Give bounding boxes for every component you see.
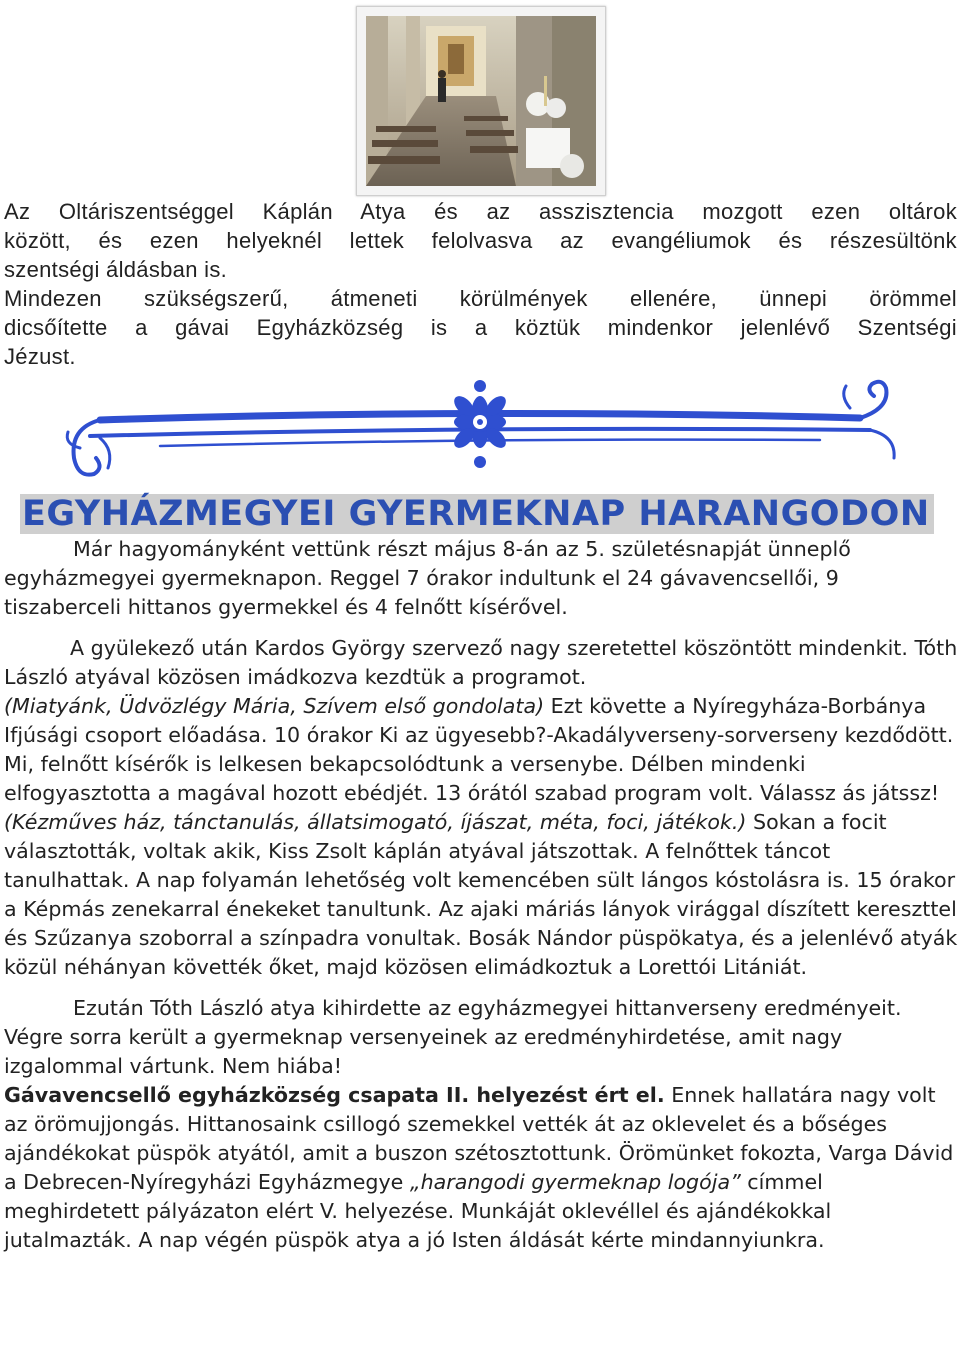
church-photo	[356, 6, 606, 196]
intro-paragraph	[4, 197, 957, 371]
italic-run: (Miatyánk, Üdvözlégy Mária, Szívem első gondolata)	[4, 694, 545, 718]
article-paragraph	[4, 634, 959, 982]
text-run: Sokan a focit választották, voltak akik, Kiss Zsolt káplán atyával játszottak. A felnőttek táncot tanulhattak. A nap folyamán lehetőség volt kemencében sült lángos kóstolásra is. 15 órakor a Képmás zenekarral énekeket tanultunk. Az ajaki máriás lányok virággal díszített kereszttel és Szűzanya szoborral a színpadra vonultak. Bosák Nándor püspökatya, és a jelenlévő atyák közül néhányan követték őket, majd közösen elimádkoztuk a Lorettói Litániát.	[4, 810, 958, 979]
text-run: Ezt követte a Nyíregyháza-Borbánya Ifjúsági csoport előadása. 10 órakor Ki az ügyesebb?-Akadályverseny-sorverseny kezdődött. Mi, felnőtt kísérők is lelkesen bekapcsolódtunk a versenybe. Délben mindenki elfogyasztotta a magával hozott ebédjét. 13 órától szabad program volt. Válassz ás játssz!	[4, 694, 954, 805]
intro-line: Jézust.	[4, 344, 76, 369]
text-run: címmel meghirdetett pályázaton elért V. helyezése. Munkáját oklevéllel és ajándékokkal jutalmazták. A nap végén püspök atya a jó Isten áldását kérte mindannyiunkra.	[4, 1170, 832, 1252]
text-run: A gyülekező után Kardos György szervező nagy szeretettel köszöntött mindenkit. Tóth László atyával közösen imádkozva kezdtük a programot.	[4, 636, 958, 689]
italic-run: (Kézműves ház, tánctanulás, állatsimogató, íjászat, méta, foci, játékok.)	[4, 810, 747, 834]
intro-line: szentségi áldásban is.	[4, 257, 228, 282]
text-run: Ennek hallatára nagy volt az örömujjongás. Hittanosaink csillogó szemekkel vették át az oklevelet és a bőséges ajándékokat püspök atyától, amit a buszon szétosztottunk. Örömünket fokozta, Varga Dávid a Debrecen-Nyíregyházi Egyházmegye	[4, 1083, 954, 1194]
intro-line: dicsőítette a gávai Egyházközség is a köztük mindenkor jelenlévő Szentségi	[4, 315, 957, 340]
article-paragraph: Már hagyományként vettünk részt május 8-án az 5. születésnapját ünneplő egyházmegyei gyermeknapon. Reggel 7 órakor indultunk el 24 gávavencsellői, 9 tiszaberceli hittanos gyermekkel és 4 felnőtt kísérővel.	[4, 537, 851, 619]
intro-line: Mindezen szükségszerű, átmeneti körülmények ellenére, ünnepi örömmel	[4, 286, 957, 311]
article-paragraph	[4, 994, 959, 1255]
intro-line: között, és ezen helyeknél lettek felolvasva az evangéliumok és részesültönk	[4, 228, 957, 253]
ornament-divider-icon	[60, 378, 900, 488]
church-interior-image	[366, 16, 596, 186]
intro-line: Az Oltáriszentséggel Káplán Atya és az asszisztencia mozgott ezen oltárok	[4, 199, 957, 224]
article-body	[4, 535, 959, 1255]
bold-run: Gávavencsellő egyházközség csapata II. helyezést ért el.	[4, 1083, 665, 1107]
text-run: Ezután Tóth László atya kihirdette az egyházmegyei hittanverseny eredményeit. Végre sorra került a gyermeknap versenyeinek az eredményhirdetése, amit nagy izgalommal vártunk. Nem hiába!	[4, 996, 902, 1078]
italic-run: „harangodi gyermeknap logója”	[409, 1170, 741, 1194]
section-heading: EGYHÁZMEGYEI GYERMEKNAP HARANGODON	[20, 494, 934, 534]
